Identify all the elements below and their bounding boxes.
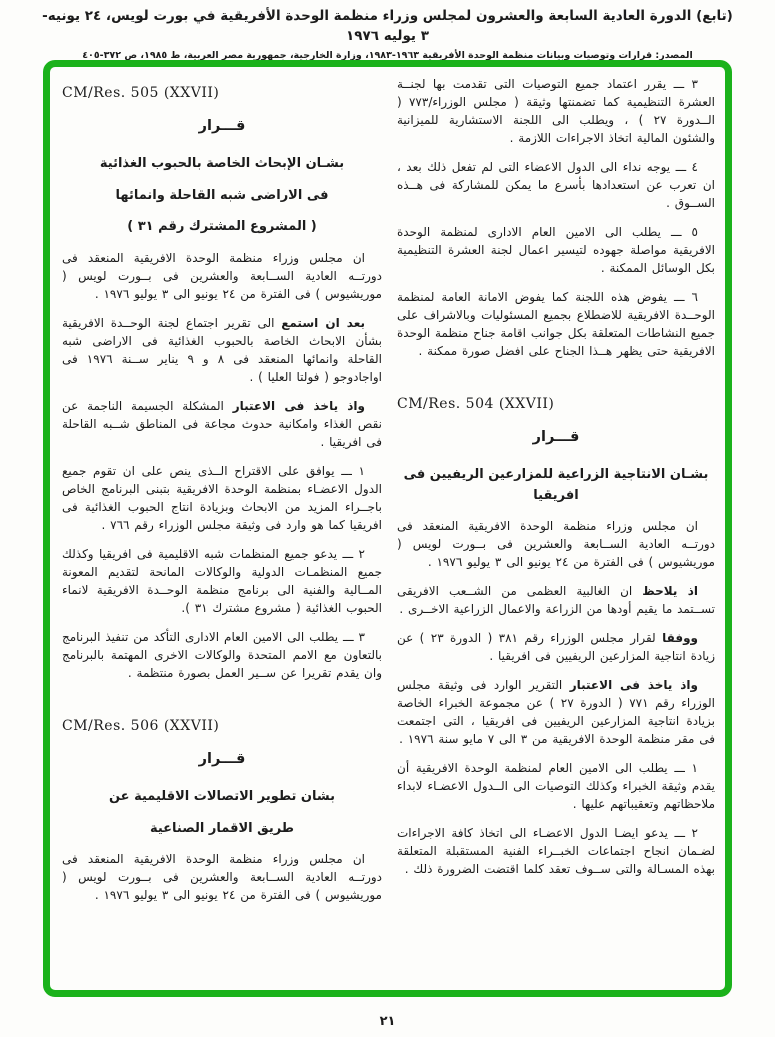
paragraph: ٣ ـــ يقرر اعتماد جميع التوصيات التى تقدمت بها لجنــة العشرة التنظيمية كما تضمنتها وثيقة ( مجلس الوزراء/٧٧٣ ( الــدورة ٢٧ ) ، ويطلب الى اللجنة الاستشارية للميزانية والشئون المالية اتخاذ الاجراءات اللازمة .	[397, 77, 715, 145]
paragraph: ان مجلس وزراء منظمة الوحدة الافريقية المنعقد فى دورتــه العادية الســابعة والعشرين فى بــورت لويس ( موريشيوس ) فى الفترة من ٢٤ يونيو الى ٣ يوليو ١٩٧٦ .	[397, 519, 715, 570]
header-source-citation: المصدر: قرارات وتوصيات وبيانات منظمة الوحدة الأفريقية ١٩٦٣-١٩٨٣، وزارة الخارجية، جمهورية مصر العربية، ط ١٩٨٥، ص ٣٧٢-٤٠٥	[82, 49, 693, 61]
resolution-heading-qarar: قـــرار	[532, 429, 580, 445]
paragraph-lead: واذ ياخذ فى الاعتبار	[569, 678, 698, 693]
paragraph: ٥ ـــ يطلب الى الامين العام الادارى لمنظمة الوحدة الافريقية مواصلة جهوده لتيسير اعمال لجنة العشرة التنظيمية بكل الوسائل الممكنة .	[397, 225, 715, 275]
resolution-code: CM/Res. 506 (XXVII)	[62, 718, 220, 735]
resolution-heading-qarar: قـــرار	[198, 118, 246, 134]
paragraph: بعد ان استمع الى تقرير اجتماع لجنة الوحــدة الافريقية بشأن الابحاث الخاصة بالحبوب الغذائية فى الاراضى شبه القاحلة وانمائها المنعقد فى ٨ و ٩ يناير ســنة ١٩٧٦ فى اواجادوجو ( فولتا العليا ) .	[62, 316, 382, 385]
resolution-title: طريق الاقمار الصناعية	[149, 820, 295, 836]
page-footer	[0, 1010, 775, 1029]
text-column-right	[397, 75, 715, 889]
paragraph: واذ ياخذ فى الاعتبار التقرير الوارد فى وثيقة مجلس الوزراء رقم ٧٧١ ( الدورة ٢٧ ) عن مجموعة الخبراء الخاصة بزيادة انتاجية المزارعين الريفيين فى افريقيا ، التى اجتمعت فى مقر منظمة الوحدة الافريقية من ٣ الى ٧ مايو سنة ١٩٧٦ .	[397, 678, 716, 747]
paragraph: ١ ـــ يوافق على الاقتراح الــذى ينص على ان تقوم جميع الدول الاعضـاء بمنظمة الوحدة الافريقية بتبنى البرنامج الخاص باجــراء المزيد من الابحاث وبزيادة انتاج الحبوب الغذائية فى افريقيا كما هو وارد فى وثيقة مجلس الوزراء رقم ٧٦٦ .	[62, 464, 382, 533]
header-session-title: (تابع) الدورة العادية السابعة والعشرون لمجلس وزراء منظمة الوحدة الأفريقية في بورت لويس، ٢٤ يونيه- ٣ يوليه ١٩٧٦	[42, 8, 733, 45]
resolution-title: فى الاراضى شبه القاحلة وانمائها	[115, 187, 329, 203]
resolution-title: بشان تطوير الاتصالات الاقليمية عن	[108, 788, 336, 804]
page-header	[0, 6, 775, 64]
paragraph-lead: واذ ياخذ فى الاعتبار	[232, 399, 366, 414]
paragraph: ٢ ـــ يدعو ايضـا الدول الاعضـاء الى اتخاذ كافة الاجراءات لضـمان انجاح اجتماعات الخبــراء الفنية المستقبلة المتعلقة بهذه المسـالة والتى ســوف تعقد كلما اقتضت الضرورة ذلك .	[397, 826, 715, 877]
text-column-left	[62, 83, 382, 915]
paragraph-lead: اذ يلاحظ	[642, 584, 698, 599]
paragraph: ٤ ـــ يوجه نداء الى الدول الاعضاء التى لم تفعل ذلك بعد ، ان تعرب عن استعدادها بأسرع ما يمكن للمشاركة فى هــذه الســوق .	[397, 160, 715, 210]
page-number: ٢١	[379, 1014, 396, 1029]
paragraph: ٢ ـــ يدعو جميع المنظمات شبه الاقليمية فى افريقيا وكذلك جميع المنظمـات الدولية والوكالات المانحة لتقديم المعونة المــالية والفنية الى برنامج منظمة الوحــدة الافريقية لانماء الحبوب الغذائية ( مشروع مشترك ٣١ ).	[62, 547, 382, 616]
paragraph-lead: ووفقا	[662, 631, 699, 646]
paragraph: اذ يلاحظ ان الغالبية العظمى من الشــعب الافريقى تســتمد ما يقيم أودها من الزراعة والاعمال الزراعية الاخــرى .	[397, 584, 715, 617]
green-annotation-frame	[43, 60, 732, 997]
paragraph: ان مجلس وزراء منظمة الوحدة الافريقية المنعقد فى دورتــه العادية الســابعة والعشرين فى بــورت لويس ( موريشيوس ) فى الفترة من ٢٤ يونيو الى ٣ يوليو ١٩٧٦ .	[62, 852, 382, 903]
resolution-code: CM/Res. 504 (XXVII)	[397, 396, 555, 412]
paragraph: ووفقا لقرار مجلس الوزراء رقم ٣٨١ ( الدورة ٢٣ ) عن زيادة انتاجية المزارعين الريفيين فى افريقيا .	[397, 631, 715, 664]
paragraph: ٦ ـــ يفوض هذه اللجنة كما يفوض الامانة العامة لمنظمة الوحــدة الافريقية للاضطلاع بجميع المسئوليات وبالاشراف على جميع النشاطات المتعلقة بكل جوانب اقامة جناح منظمة الوحدة الافريقية حتى يظهر هــذا الجناح على افضل صورة ممكنة .	[397, 290, 715, 358]
paragraph: واذ ياخذ فى الاعتبار المشكلة الجسيمة الناجمة عن نقص الغذاء وامكانية حدوث مجاعة فى المناطق شــبه القاحلة فى افريقيا .	[62, 399, 382, 450]
resolution-title: ( المشروع المشترك رقم ٣١ )	[127, 219, 317, 235]
paragraph: ٣ ـــ يطلب الى الامين العام الادارى التأكد من تنفيذ البرنامج بالتعاون مع الامم المتحدة والوكالات الاخرى المهتمة بالبرنامج وان يقدم تقريرا عن ســير العمل بصورة منتظمة .	[62, 630, 382, 681]
resolution-title: بشـان الإبحاث الخاصة بالحبوب الغذائية	[99, 155, 345, 171]
paragraph: ١ ـــ يطلب الى الامين العام لمنظمة الوحدة الافريقية أن يقدم وثيقة الخبراء وكذلك التوصيات الى الــدول الاعضـاء لابداء ملاحظاتهم وتعقيباتهم عليها .	[397, 761, 715, 812]
resolution-title: بشـان الانتاجية الزراعية للمزارعين الريفيين فى افريقيا	[403, 466, 709, 503]
paragraph-lead: بعد ان استمع	[281, 316, 365, 331]
paragraph: ان مجلس وزراء منظمة الوحدة الافريقية المنعقد فى دورتــه العادية الســابعة والعشرين فى بــورت لويس ( موريشيوس ) فى الفترة من ٢٤ يونيو الى ٣ يوليو ١٩٧٦ .	[62, 251, 382, 302]
resolution-code: CM/Res. 505 (XXVII)	[62, 85, 220, 101]
resolution-heading-qarar: قـــرار	[198, 751, 246, 768]
